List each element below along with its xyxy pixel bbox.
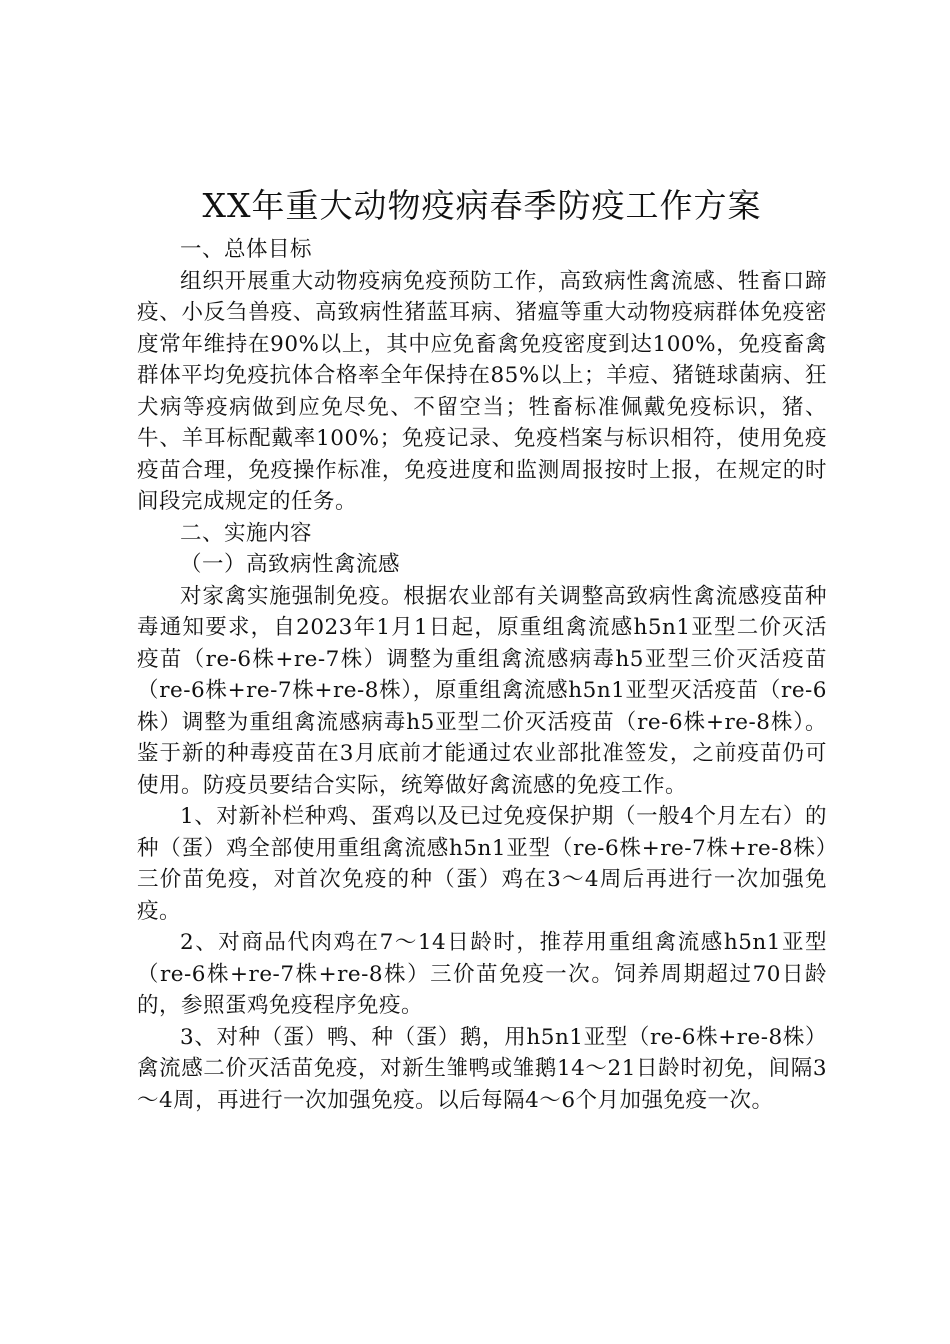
paragraph: 对家禽实施强制免疫。根据农业部有关调整高致病性禽流感疫苗种毒通知要求，自2023年1月1日起，原重组禽流感h5n1亚型二价灭活疫苗（re-6株+re-7株）调整为重组禽流感病毒h5亚型三价灭活疫苗（re-6株+re-7株+re-8株），原重组禽流感h5n1亚型灭活疫苗（re-6株）调整为重组禽流感病毒h5亚型二价灭活疫苗（re-6株+re-8株）。鉴于新的种毒疫苗在3月底前才能通过农业部批准签发，之前疫苗仍可使用。防疫员要结合实际，统筹做好禽流感的免疫工作。 (137, 583, 827, 798)
paragraph: 1、对新补栏种鸡、蛋鸡以及已过免疫保护期（一般4个月左右）的种（蛋）鸡全部使用重组禽流感h5n1亚型（re-6株+re-7株+re-8株）三价苗免疫，对首次免疫的种（蛋）鸡在3～4周后再进行一次加强免疫。 (137, 804, 827, 924)
document-title: XX年重大动物疫病春季防疫工作方案 (202, 186, 762, 225)
section-heading: 二、实施内容 (180, 520, 313, 546)
section-heading: 一、总体目标 (180, 237, 313, 262)
paragraph: 2、对商品代肉鸡在7～14日龄时，推荐用重组禽流感h5n1亚型（re-6株+re-7株+re-8株）三价苗免疫一次。饲养周期超过70日龄的，参照蛋鸡免疫程序免疫。 (137, 930, 827, 1018)
subsection-heading: （一）高致病性禽流感 (180, 552, 401, 577)
paragraph: 3、对种（蛋）鸭、种（蛋）鹅，用h5n1亚型（re-6株+re-8株）禽流感二价灭活苗免疫，对新生雏鸭或雏鹅14～21日龄时初免，间隔3～4周，再进行一次加强免疫。以后每隔4～6个月加强免疫一次。 (137, 1024, 827, 1113)
document-page (137, 178, 827, 1116)
paragraph: 组织开展重大动物疫病免疫预防工作，高致病性禽流感、牲畜口蹄疫、小反刍兽疫、高致病性猪蓝耳病、猪瘟等重大动物疫病群体免疫密度常年维持在90%以上，其中应免畜禽免疫密度到达100%，免疫畜禽群体平均免疫抗体合格率全年保持在85%以上；羊痘、猪链球菌病、狂犬病等疫病做到应免尽免、不留空当；牲畜标准佩戴免疫标识，猪、牛、羊耳标配戴率100%；免疫记录、免疫档案与标识相符，使用免疫疫苗合理，免疫操作标准，免疫进度和监测周报按时上报，在规定的时间段完成规定的任务。 (137, 268, 827, 514)
